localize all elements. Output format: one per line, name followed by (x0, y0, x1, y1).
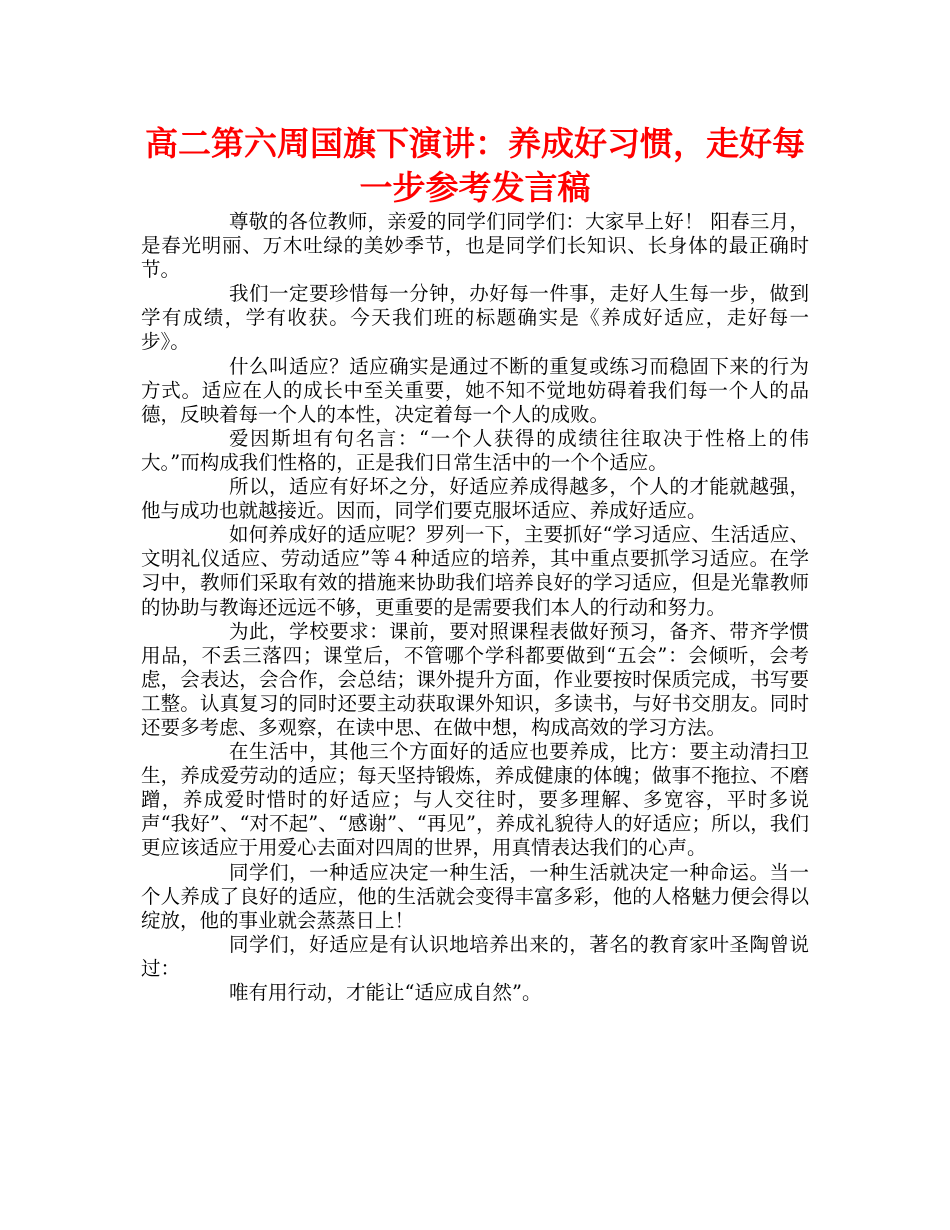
paragraph-3: 什么叫适应？适应确实是通过不断的重复或练习而稳固下来的行为方式。适应在人的成长中至关重要，她不知不觉地妨碍着我们每一个人的品德，反映着每一个人的本性，决定着每一个人的成败。 (141, 354, 809, 426)
paragraph-1: 尊敬的各位教师，亲爱的同学们同学们：大家早上好！ 阳春三月，是春光明丽、万木吐绿的美妙季节，也是同学们长知识、长身体的最正确时节。 (141, 210, 809, 282)
paragraph-10: 同学们，好适应是有认识地培养出来的，著名的教育家叶圣陶曾说过： (141, 932, 809, 980)
paragraph-4: 爱因斯坦有句名言：“一个人获得的成绩往往取决于性格上的伟大。”而构成我们性格的，正是我们日常生活中的一个个适应。 (141, 426, 809, 474)
paragraph-9: 同学们，一种适应决定一种生活，一种生活就决定一种命运。当一个人养成了良好的适应，他的生活就会变得丰富多彩，他的人格魅力便会得以绽放，他的事业就会蒸蒸日上！ (141, 860, 809, 932)
speech-body (141, 210, 809, 1005)
paragraph-11: 唯有用行动，才能让“适应成自然”。 (229, 981, 542, 1004)
paragraph-8: 在生活中，其他三个方面好的适应也要养成，比方：要主动清扫卫生，养成爱劳动的适应；每天坚持锻炼，养成健康的体魄；做事不拖拉、不磨蹭，养成爱时惜时的好适应；与人交往时，要多理解、多宽容，平时多说声“我好”、“对不起”、“感谢”、“再见”，养成礼貌待人的好适应；所以，我们更应该适应于用爱心去面对四周的世界，用真情表达我们的心声。 (141, 740, 809, 860)
paragraph-2: 我们一定要珍惜每一分钟，办好每一件事，走好人生每一步，做到学有成绩，学有收获。今天我们班的标题确实是《养成好适应，走好每一步》。 (141, 282, 809, 354)
paragraph-7: 为此，学校要求：课前，要对照课程表做好预习，备齐、带齐学惯用品，不丢三落四；课堂后，不管哪个学科都要做到“五会”：会倾听，会考虑，会表达，会合作，会总结；课外提升方面，作业要按时保质完成，书写要工整。认真复习的同时还要主动获取课外知识，多读书，与好书交朋友。同时还要多考虑、多观察，在读中思、在做中想，构成高效的学习方法。 (141, 619, 809, 739)
paragraph-6: 如何养成好的适应呢？罗列一下，主要抓好“学习适应、生活适应、文明礼仪适应、劳动适应”等４种适应的培养，其中重点要抓学习适应。在学习中，教师们采取有效的措施来协助我们培养良好的学习适应，但是光靠教师的协助与教诲还远远不够，更重要的是需要我们本人的行动和努力。 (141, 523, 809, 619)
document-title: 高二第六周国旗下演讲：养成好习惯，走好每一步参考发言稿 (145, 124, 805, 207)
paragraph-5: 所以，适应有好坏之分，好适应养成得越多，个人的才能就越强，他与成功也就越接近。因而，同学们要克服坏适应、养成好适应。 (141, 475, 809, 523)
